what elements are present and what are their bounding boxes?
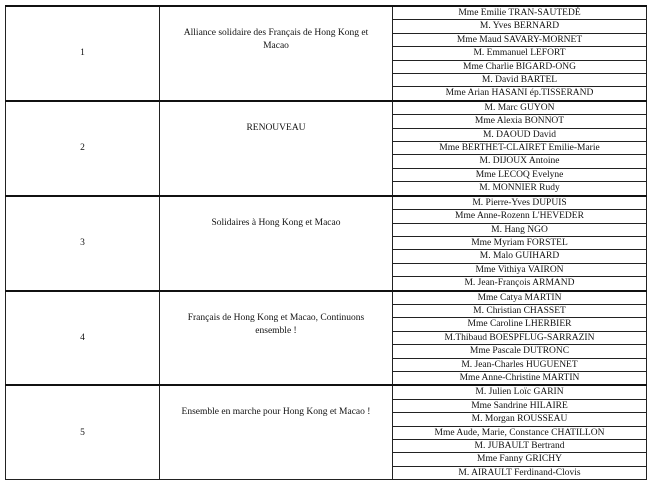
list-number: 5 [6,385,160,479]
candidate-name: M. Pierre-Yves DUPUIS [393,196,647,210]
list-number: 2 [6,101,160,196]
list-name: Français de Hong Kong et Macao, Continuons ensemble ! [187,312,365,336]
candidate-row [6,196,647,210]
candidate-name: M. Jean-Charles HUGUENET [393,358,647,371]
list-number: 1 [6,6,160,101]
candidate-name: M. AIRAULT Ferdinand-Clovis [393,466,647,479]
candidate-name: M.Thibaud BOESPFLUG-SARRAZIN [393,331,647,344]
candidate-name: M. Emmanuel LEFORT [393,47,647,60]
candidate-name: Mme Maud SAVARY-MORNET [393,33,647,46]
candidate-row [6,6,647,20]
candidate-name: Mme Emilie TRAN-SAUTEDÉ [393,6,647,20]
candidate-name: M. MONNIER Rudy [393,182,647,196]
list-number: 3 [6,196,160,291]
candidate-name: M. Morgan ROUSSEAU [393,413,647,426]
candidate-name: Mme Arian HASANI ép.TISSERAND [393,87,647,101]
candidate-name: Mme Anne-Rozenn L'HEVEDER [393,210,647,223]
candidate-name: Mme Pascale DUTRONC [393,345,647,358]
candidate-row [6,101,647,115]
list-name-cell [160,291,393,386]
candidate-name: Mme Myriam FORSTEL [393,236,647,249]
candidate-name: Mme Alexia BONNOT [393,115,647,128]
candidate-lists-body [6,6,647,480]
list-name-cell [160,6,393,101]
candidate-name: Mme Caroline LHERBIER [393,318,647,331]
list-name-cell [160,101,393,196]
candidate-name: Mme Fanny GRICHY [393,453,647,466]
candidate-name: M. David BARTEL [393,74,647,87]
candidate-name: M. Marc GUYON [393,101,647,115]
list-name-cell [160,196,393,291]
candidate-name: M. Jean-François ARMAND [393,277,647,291]
candidate-name: Mme Aude, Marie, Constance CHATILLON [393,426,647,439]
candidate-name: M. JUBAULT Bertrand [393,440,647,453]
candidate-name: Mme BERTHET-CLAIRET Emilie-Marie [393,142,647,155]
candidate-name: M. Hang NGO [393,223,647,236]
candidate-row [6,291,647,305]
candidate-name: M. Yves BERNARD [393,20,647,33]
candidate-name: Mme LECOQ Evelyne [393,168,647,181]
list-number: 4 [6,291,160,386]
candidate-name: Mme Anne-Christine MARTIN [393,371,647,385]
candidate-name: M. Christian CHASSET [393,304,647,317]
candidate-name: M. Julien Loïc GARIN [393,385,647,399]
list-name: RENOUVEAU [246,122,306,133]
candidate-name: M. DIJOUX Antoine [393,155,647,168]
list-name: Solidaires à Hong Kong et Macao [211,217,341,228]
candidate-name: Mme Catya MARTIN [393,291,647,305]
candidate-name: Mme Sandrine HILAIRE [393,399,647,412]
candidate-lists-table [5,5,647,480]
list-name: Ensemble en marche pour Hong Kong et Macao ! [181,407,371,418]
candidate-name: M. Malo GUIHARD [393,250,647,263]
candidate-name: Mme Vithiya VAIRON [393,263,647,276]
list-name-cell [160,385,393,479]
list-name: Alliance solidaire des Français de Hong Kong et Macao [183,28,369,51]
candidate-name: Mme Charlie BIGARD-ONG [393,60,647,73]
candidate-row [6,385,647,399]
candidate-name: M. DAOUD David [393,128,647,141]
